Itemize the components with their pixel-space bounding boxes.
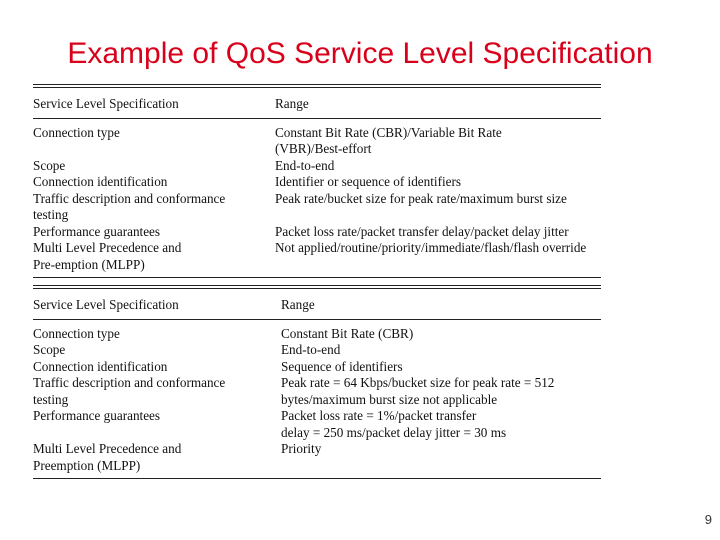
table-row [33,326,601,343]
spec-cell: Multi Level Precedence and Preemption (MLPP) [33,441,182,473]
range-cell: End-to-end [275,157,335,173]
spec-cell: Traffic description and conformance testing [33,375,226,407]
spec-cell: Performance guarantees [33,408,161,423]
spec-cell: Scope [33,157,66,173]
spec-cell: Traffic description and conformance testing [33,190,226,222]
range-cell: Packet loss rate = 1%/packet transfer delay = 250 ms/packet delay jitter = 30 ms [281,408,507,440]
table-row [33,125,601,158]
header-spec: Service Level Specification [33,297,179,312]
header-range: Range [275,96,309,111]
table-row [33,224,601,241]
spec-cell: Connection type [33,325,120,341]
range-cell: Priority [281,441,322,456]
spec-cell: Connection identification [33,174,168,189]
header-range: Range [281,297,315,312]
table-row [33,408,601,441]
spec-table-example [33,285,601,479]
table-body [33,119,601,278]
range-cell: Peak rate = 64 Kbps/bucket size for peak rate = 512 bytes/maximum burst size not applicable [281,375,555,407]
page-number: 9 [704,512,712,527]
range-cell: Not applied/routine/priority/immediate/flash/flash override [275,240,587,255]
range-cell: Identifier or sequence of identifiers [275,174,462,189]
table-row [33,158,601,175]
spec-cell: Performance guarantees [33,223,161,239]
range-cell: Sequence of identifiers [281,358,403,374]
table-row [33,174,601,191]
table-row [33,191,601,224]
spec-table-general [33,84,601,278]
table-bottom-rule [33,277,601,278]
range-cell: End-to-end [281,342,341,357]
table-row [33,375,601,408]
slide-title: Example of QoS Service Level Specification [67,37,653,70]
table-header-row [33,88,601,118]
range-cell: Packet loss rate/packet transfer delay/packet delay jitter [275,223,569,239]
spec-cell: Multi Level Precedence and Pre-emption (MLPP) [33,240,182,272]
table-row [33,359,601,376]
table-body [33,320,601,479]
range-cell: Constant Bit Rate (CBR) [281,325,414,341]
table-bottom-rule [33,478,601,479]
table-row [33,441,601,474]
table-row [33,342,601,359]
table-row [33,240,601,273]
range-cell: Peak rate/bucket size for peak rate/maximum burst size [275,190,567,206]
range-cell: Constant Bit Rate (CBR)/Variable Bit Rate (VBR)/Best-effort [275,124,502,156]
spec-cell: Scope [33,342,66,357]
table-header-row [33,289,601,319]
header-spec: Service Level Specification [33,96,179,111]
spec-cell: Connection identification [33,358,168,374]
spec-cell: Connection type [33,124,120,140]
